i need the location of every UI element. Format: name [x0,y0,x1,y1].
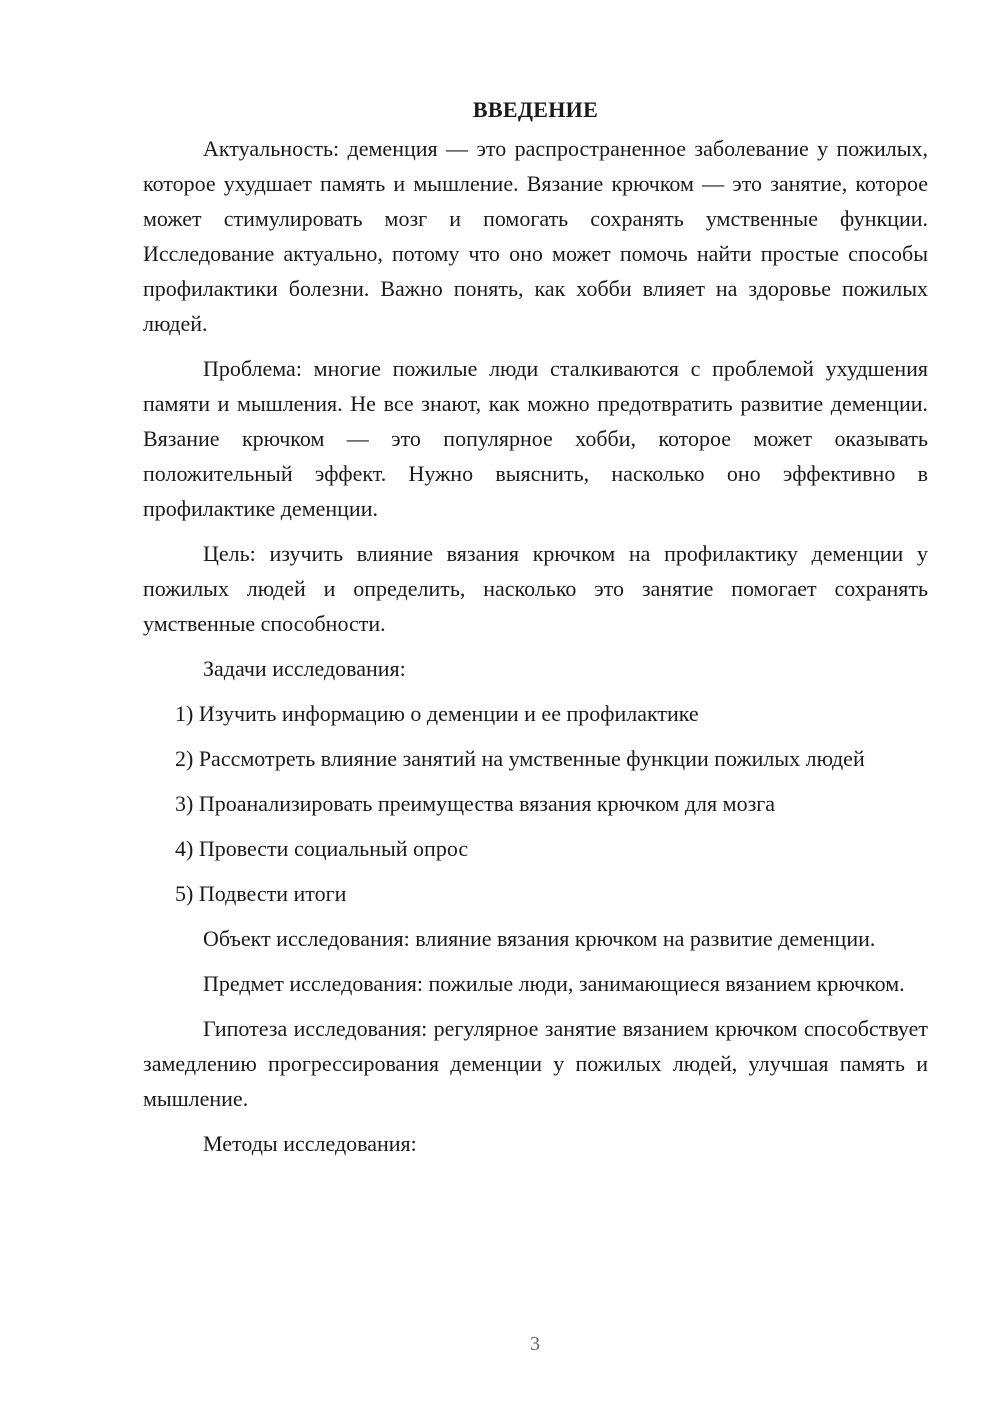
relevance-paragraph: Актуальность: деменция — это распространенное заболевание у пожилых, которое ухудшает память и мышление. Вязание крючком — это занятие, которое может стимулировать мозг и помогать сохранять умственные функции. Исследование актуально, потому что оно может помочь найти простые способы профилактики болезни. Важно понять, как хобби влияет на здоровье пожилых людей. [143,136,928,336]
subject-paragraph: Предмет исследования: пожилые люди, занимающиеся вязанием крючком. [203,971,905,996]
goal-paragraph: Цель: изучить влияние вязания крючком на профилактику деменции у пожилых людей и определить, насколько это занятие помогает сохранять умственные способности. [143,541,928,636]
tasks-heading: Задачи исследования: [203,656,406,681]
section-title: ВВЕДЕНИЕ [472,97,599,122]
task-item-4: 4) Провести социальный опрос [175,836,469,861]
task-item-1: 1) Изучить информацию о деменции и ее профилактике [175,701,699,726]
object-paragraph: Объект исследования: влияние вязания крючком на развитие деменции. [203,926,876,951]
document-page [143,92,928,1161]
problem-paragraph: Проблема: многие пожилые люди сталкиваются с проблемой ухудшения памяти и мышления. Не все знают, как можно предотвратить развитие деменции. Вязание крючком — это популярное хобби, которое может оказывать положительный эффект. Нужно выяснить, насколько оно эффективно в профилактике деменции. [143,356,928,521]
methods-heading: Методы исследования: [203,1131,417,1156]
hypothesis-paragraph: Гипотеза исследования: регулярное занятие вязанием крючком способствует замедлению прогрессирования деменции у пожилых людей, улучшая память и мышление. [143,1016,928,1111]
task-item-2: 2) Рассмотреть влияние занятий на умственные функции пожилых людей [175,746,865,771]
page-number: 3 [530,1333,540,1355]
task-item-5: 5) Подвести итоги [175,881,347,906]
task-item-3: 3) Проанализировать преимущества вязания крючком для мозга [175,791,776,816]
